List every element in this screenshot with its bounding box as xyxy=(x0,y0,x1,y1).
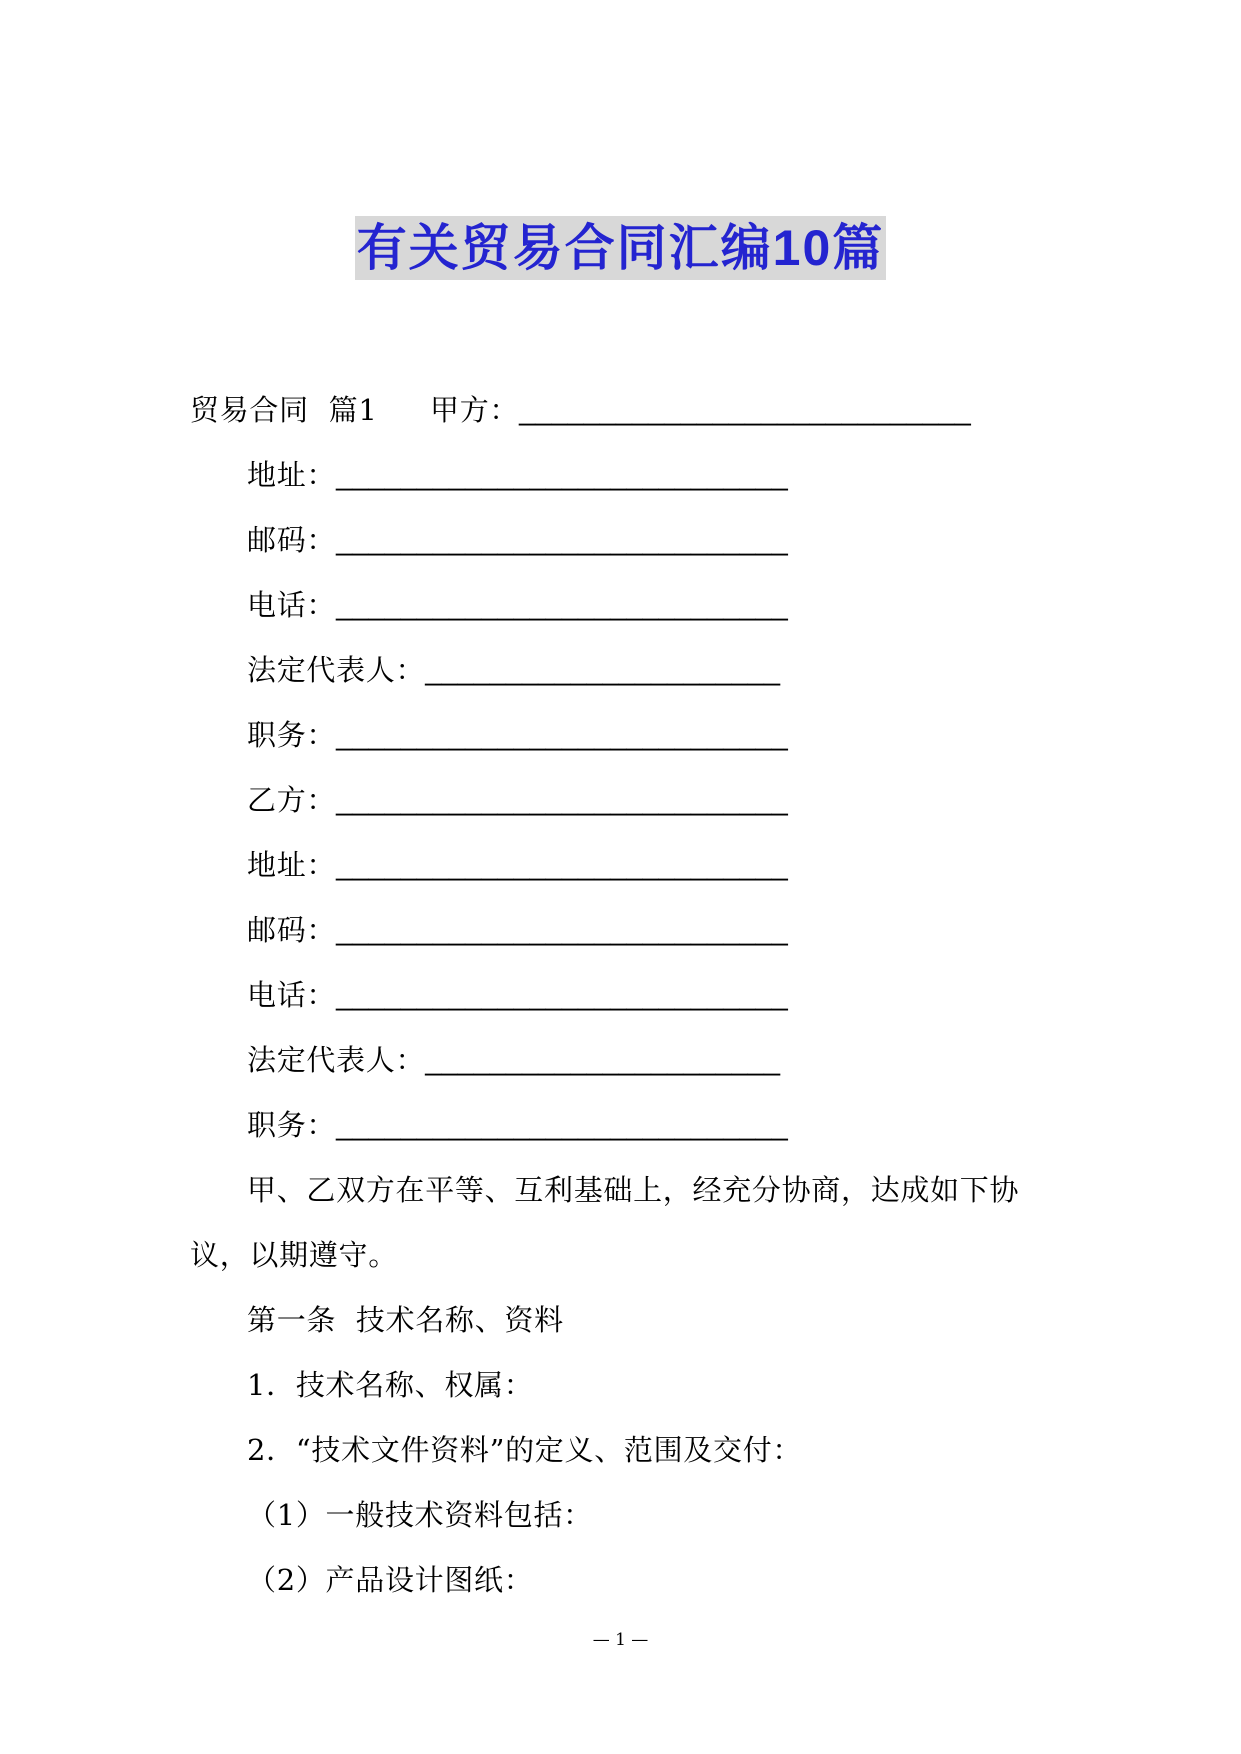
title-block xyxy=(0,216,1241,280)
party-a-label: 甲方： xyxy=(430,393,520,427)
field-blank: ______________________ xyxy=(425,1045,781,1077)
field-label: 法定代表人： xyxy=(247,1043,426,1077)
field-blank: ______________________ xyxy=(425,655,781,687)
field-blank: ____________________________ xyxy=(336,915,788,947)
field-label: 地址： xyxy=(247,458,337,492)
field-blank: ____________________________ xyxy=(336,720,788,752)
field-blank: ____________________________ xyxy=(336,785,788,817)
subclause-1: （1）一般技术资料包括： xyxy=(247,1498,593,1532)
field-blank: ____________________________ xyxy=(336,525,788,557)
party-a-position-field xyxy=(190,703,1070,768)
field-label: 电话： xyxy=(247,588,337,622)
field-label: 地址： xyxy=(247,848,337,882)
field-label: 邮码： xyxy=(247,523,337,557)
party-b-postcode-field xyxy=(190,898,1070,963)
page-number: — 1 — xyxy=(592,1630,649,1650)
party-b-field xyxy=(190,768,1070,833)
field-label: 电话： xyxy=(247,978,337,1012)
field-blank: ____________________________ xyxy=(336,980,788,1012)
document-body xyxy=(190,378,1070,1613)
party-a-phone-field xyxy=(190,573,1070,638)
clause-2: 2．“技术文件资料”的定义、范围及交付： xyxy=(247,1433,803,1467)
field-label: 职务： xyxy=(247,1108,337,1142)
party-b-position-field xyxy=(190,1093,1070,1158)
field-blank: ____________________________ xyxy=(336,460,788,492)
field-blank: ____________________________ xyxy=(336,1110,788,1142)
intro-line xyxy=(190,378,1070,443)
party-a-legal-rep-field xyxy=(190,638,1070,703)
clause-1: 1．技术名称、权属： xyxy=(247,1368,534,1402)
subclause-2: （2）产品设计图纸： xyxy=(247,1563,534,1597)
field-blank: ____________________________ xyxy=(336,850,788,882)
party-a-postcode-field xyxy=(190,508,1070,573)
party-b-address-field xyxy=(190,833,1070,898)
document-title: 有关贸易合同汇编10篇 xyxy=(355,216,887,280)
field-label: 职务： xyxy=(247,718,337,752)
party-b-legal-rep-field xyxy=(190,1028,1070,1093)
contract-heading: 贸易合同 篇1 xyxy=(190,393,378,427)
party-b-phone-field xyxy=(190,963,1070,1028)
field-blank: ____________________________ xyxy=(336,590,788,622)
party-a-blank: ____________________________ xyxy=(519,395,971,427)
field-label: 乙方： xyxy=(247,783,337,817)
party-a-address-field xyxy=(190,443,1070,508)
field-label: 邮码： xyxy=(247,913,337,947)
field-label: 法定代表人： xyxy=(247,653,426,687)
agreement-paragraph: 甲、乙双方在平等、互利基础上，经充分协商，达成如下协议，以期遵守。 xyxy=(190,1173,1020,1272)
article-heading: 第一条 技术名称、资料 xyxy=(247,1303,564,1337)
